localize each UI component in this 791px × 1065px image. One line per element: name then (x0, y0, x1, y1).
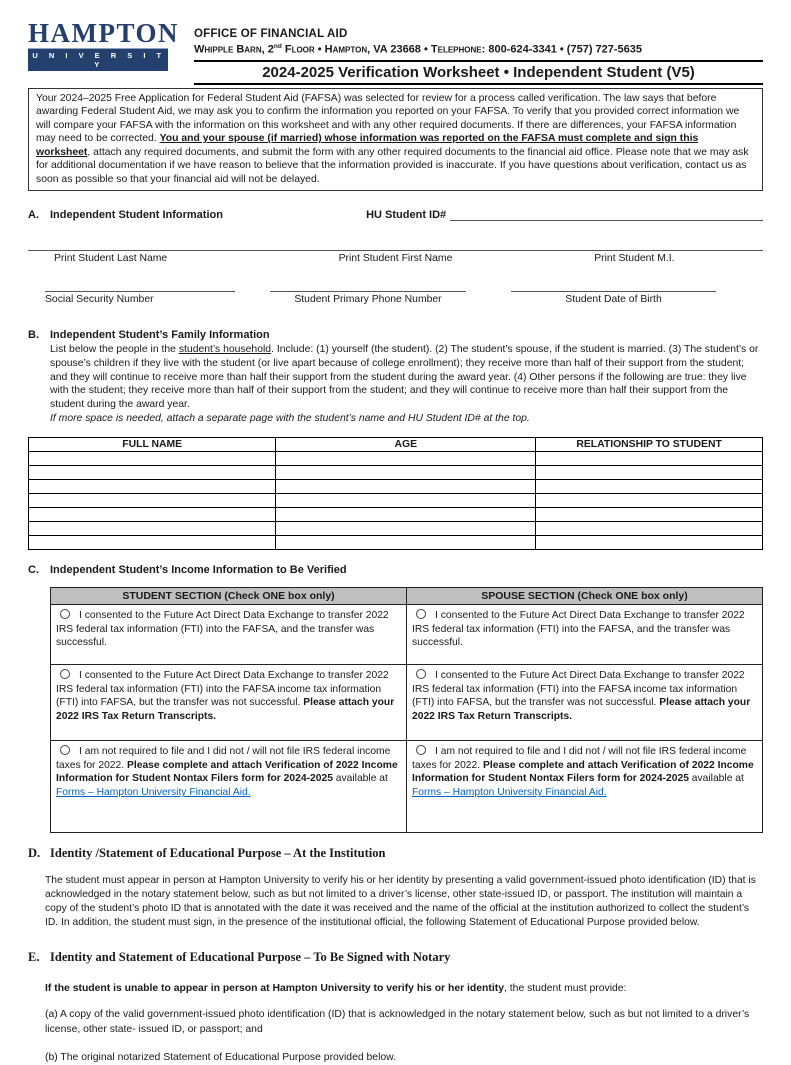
page-header (28, 14, 763, 85)
col-header-relationship: RELATIONSHIP TO STUDENT (536, 437, 763, 451)
spouse-option-2-bold: Please attach your 2022 IRS Tax Return Transcripts. (412, 697, 751, 723)
cell-relationship[interactable] (536, 507, 763, 521)
section-b-heading: Independent Student’s Family Information (50, 329, 270, 342)
spouse-option-3-text: I am not required to file and I did not / will not file IRS federal income taxes for 2022. (412, 745, 747, 771)
radio-button-icon[interactable] (60, 745, 70, 755)
income-option-row-3 (51, 740, 763, 832)
student-option-1[interactable] (51, 604, 407, 664)
spouse-option-3-bold: Please complete and attach Verification of 2022 Income Information for Student Nontax Filers form for 2024-2025 (412, 759, 754, 785)
cell-full-name[interactable] (29, 465, 276, 479)
cell-age[interactable] (276, 521, 536, 535)
cell-age[interactable] (276, 535, 536, 549)
cell-age[interactable] (276, 493, 536, 507)
spouse-section-header: SPOUSE SECTION (Check ONE box only) (407, 587, 763, 604)
cell-full-name[interactable] (29, 535, 276, 549)
student-option-3-text: I am not required to file and I did not / will not file IRS federal income taxes for 2022. (56, 745, 391, 771)
spouse-option-2-text: I consented to the Future Act Direct Data Exchange to transfer 2022 IRS federal tax information (FTI) into the FAFSA income tax information (FTI) into FAFSA, but the transfer was not successful. (412, 669, 745, 709)
dob-field[interactable] (511, 291, 716, 292)
cell-full-name[interactable] (29, 479, 276, 493)
income-table-header-row (51, 587, 763, 604)
b-note-italic: If more space is needed, attach a separate page with the student’s name and HU Student ID# at the top. (50, 412, 530, 424)
income-option-row-2 (51, 664, 763, 740)
b-text-2: . Include: (1) yourself (the student). (2) The student’s spouse, if the student is married. (3) The student’s or spouse’s children if they live with the student (or live apart because of college enrollment); they receive more than half of their support from the student; and they will continue to receive more than half their support from the student during the award year. (4) Other persons if the following are true: they live with the student; they receive more than half of their support from the student; and they will continue to receive more than half their support from the student during the award year. (50, 344, 759, 411)
b-underlined-household: student’s household (178, 344, 272, 356)
b-text-1: List below the people in the (50, 344, 179, 356)
office-name: OFFICE OF FINANCIAL AID (194, 28, 348, 40)
cell-age[interactable] (276, 451, 536, 465)
label-last-name: Print Student Last Name (54, 253, 168, 265)
ssn-field[interactable] (45, 291, 235, 292)
section-c-heading: Independent Student’s Income Information to Be Verified (50, 563, 347, 576)
hampton-university-logo (28, 14, 180, 71)
hu-student-id-label: HU Student ID# (366, 209, 447, 222)
label-phone: Student Primary Phone Number (294, 294, 442, 306)
cell-age[interactable] (276, 465, 536, 479)
e-lead-bold: If the student is unable to appear in person at Hampton University to verify his or her identity (45, 983, 504, 995)
family-table-row (29, 535, 763, 549)
student-name-field[interactable] (28, 250, 763, 251)
contact-superscript: nd (273, 43, 282, 50)
col-header-age: AGE (276, 437, 536, 451)
section-e-lead (28, 983, 763, 994)
student-option-2-bold: Please attach your 2022 IRS Tax Return Transcripts. (56, 697, 395, 723)
family-members-table (28, 437, 763, 550)
logo-university-bar: U N I V E R S I T Y (28, 48, 168, 71)
radio-button-icon[interactable] (416, 669, 426, 679)
section-e (28, 950, 763, 1064)
family-table-row (29, 493, 763, 507)
section-b (28, 329, 763, 425)
section-b-letter: B. (28, 329, 39, 342)
cell-relationship[interactable] (536, 521, 763, 535)
phone-field[interactable] (270, 291, 466, 292)
student-option-2[interactable] (51, 664, 407, 740)
income-verification-table (50, 587, 763, 833)
student-option-1-text: I consented to the Future Act Direct Data Exchange to transfer 2022 IRS federal tax information (FTI) into the FAFSA, and the transfer was successful. (56, 609, 389, 649)
cell-relationship[interactable] (536, 493, 763, 507)
label-middle-initial: Print Student M.I. (594, 253, 675, 265)
family-table-header-row (29, 437, 763, 451)
e-lead-rest: , the student must provide: (504, 983, 627, 995)
section-a-letter: A. (28, 209, 39, 222)
header-right (180, 14, 763, 85)
spouse-option-2[interactable] (407, 664, 763, 740)
cell-age[interactable] (276, 479, 536, 493)
family-table-row (29, 465, 763, 479)
section-e-heading: Identity and Statement of Educational Purpose – To Be Signed with Notary (50, 950, 451, 965)
forms-link[interactable]: Forms – Hampton University Financial Aid (412, 787, 604, 799)
section-c-letter: C. (28, 563, 39, 576)
student-option-3-bold: Please complete and attach Verification of 2022 Income Information for Student Nontax Filers form for 2024-2025 (56, 759, 398, 785)
cell-relationship[interactable] (536, 465, 763, 479)
cell-full-name[interactable] (29, 451, 276, 465)
cell-age[interactable] (276, 507, 536, 521)
label-first-name: Print Student First Name (338, 253, 453, 265)
spouse-option-3-mid: available at (688, 773, 744, 785)
section-e-letter: E. (28, 950, 40, 965)
label-dob: Student Date of Birth (565, 294, 662, 306)
intro-text-1: Your 2024–2025 Free Application for Federal Student Aid (FAFSA) was selected for review for a process called verification. The law says that before awarding Federal Student Aid, we may ask you to confirm the information you reported on your FAFSA. To verify that you provided correct information we will compare your FAFSA with the information on this worksheet and with any other required documents. If there are differences, your FAFSA information may need to be corrected. (36, 92, 740, 145)
student-section-header: STUDENT SECTION (Check ONE box only) (51, 587, 407, 604)
student-option-3-mid: available at (332, 773, 388, 785)
family-table-row (29, 451, 763, 465)
label-ssn: Social Security Number (45, 294, 154, 306)
col-header-full-name: FULL NAME (29, 437, 276, 451)
radio-button-icon[interactable] (416, 609, 426, 619)
section-e-item-b: (b) The original notarized Statement of Educational Purpose provided below. (45, 1051, 396, 1063)
link-period: . (247, 787, 251, 799)
section-e-item-a: (a) A copy of the valid government-issued photo identification (ID) that is acknowledged in the notary statement below, such as but not limited to a driver’s license, other state- issued ID, or passport; and (45, 1009, 750, 1035)
contact-line (194, 40, 763, 62)
radio-button-icon[interactable] (60, 609, 70, 619)
student-option-2-text: I consented to the Future Act Direct Data Exchange to transfer 2022 IRS federal tax information (FTI) into the FAFSA income tax information (FTI) into FAFSA, but the transfer was not successful. (56, 669, 389, 709)
family-table-row (29, 521, 763, 535)
section-d-body: The student must appear in person at Hampton University to verify his or her identity by presenting a valid government-issued photo identification (ID) that is acknowledged in the notary statement below, such as but not limited to a driver’s license, other state-issued ID, or passport. The institution will maintain a copy of the student’s photo ID that is annotated with the date it was received and the name of the official at the institution authorized to collect the student’s ID. In addition, the student must sign, in the presence of the institutional official, the following Statement of Educational Purpose provided below. (45, 874, 756, 929)
section-c (28, 564, 763, 833)
student-option-3[interactable] (51, 740, 407, 832)
cell-relationship[interactable] (536, 479, 763, 493)
section-a (28, 208, 763, 305)
cell-full-name[interactable] (29, 507, 276, 521)
section-b-body (28, 343, 763, 425)
forms-link[interactable]: Forms – Hampton University Financial Aid (56, 787, 248, 799)
section-d (28, 846, 763, 931)
verification-intro-box (28, 88, 763, 192)
family-table-row (29, 479, 763, 493)
hu-student-id-field[interactable] (450, 208, 763, 221)
spouse-option-1-text: I consented to the Future Act Direct Data Exchange to transfer 2022 IRS federal tax information (FTI) into the FAFSA, and the transfer was successful. (412, 609, 745, 649)
spouse-option-1[interactable] (407, 604, 763, 664)
section-d-letter: D. (28, 845, 41, 860)
logo-wordmark: HAMPTON (28, 18, 179, 48)
intro-text-2: , attach any required documents, and submit the form with any other required documents to the financial aid office. Please note that we may ask for additional documentation if we have reason to believe that the information provided is inaccurate. If you have questions about verification, contact us as soon as possible so that your financial aid will not be delayed. (36, 146, 749, 185)
cell-relationship[interactable] (536, 451, 763, 465)
intro-bold-underline: You and your spouse (if married) whose information was reported on the FAFSA must complete and sign this worksheet (36, 133, 699, 158)
cell-relationship[interactable] (536, 535, 763, 549)
contact-post: Floor • Hampton, VA 23668 • Telephone: 800-624-3341 • (757) 727-5635 (281, 43, 643, 56)
family-table-row (29, 507, 763, 521)
cell-full-name[interactable] (29, 521, 276, 535)
spouse-option-3[interactable] (407, 740, 763, 832)
income-option-row-1 (51, 604, 763, 664)
cell-full-name[interactable] (29, 493, 276, 507)
radio-button-icon[interactable] (416, 745, 426, 755)
link-period: . (603, 787, 607, 799)
section-a-heading: Independent Student Information (50, 209, 223, 222)
radio-button-icon[interactable] (60, 669, 70, 679)
document-title: 2024-2025 Verification Worksheet • Independent Student (V5) (194, 62, 763, 85)
section-d-heading: Identity /Statement of Educational Purpose – At the Institution (50, 845, 386, 860)
contact-pre: Whipple Barn, 2 (194, 43, 274, 56)
